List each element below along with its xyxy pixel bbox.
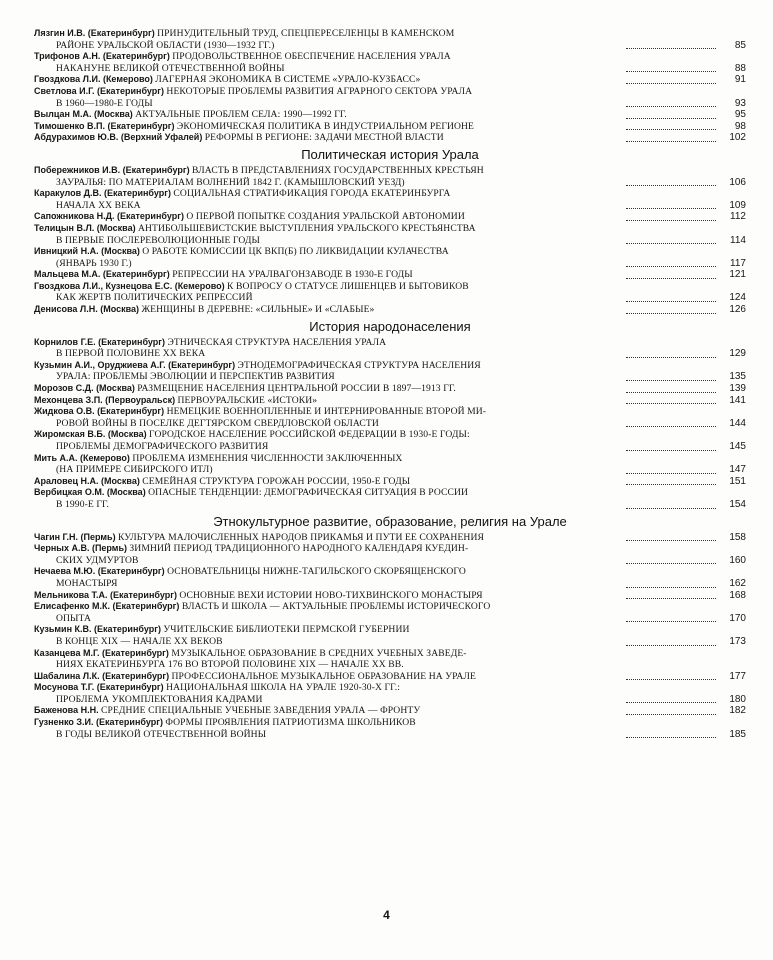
entry-page-number: 185 [729,728,746,740]
entry-page-number: 117 [730,257,746,269]
entry-line [34,578,712,590]
entry-title: КАК ЖЕРТВ ПОЛИТИЧЕСКИХ РЕПРЕССИЙ [56,292,253,304]
leader-dots [626,473,716,474]
leader-dots [626,83,716,84]
entry-page-number: 180 [729,693,746,705]
leader-dots [626,621,716,622]
entry-author: Вербицкая О.М. (Москва) [34,487,146,498]
entry-page-number: 88 [734,62,746,74]
leader-dots [626,679,716,680]
toc-entry[interactable] [34,566,746,589]
toc-entry[interactable] [34,590,746,602]
leader-dots [626,208,716,209]
entry-page-number: 162 [729,577,746,589]
toc-entry[interactable] [34,51,746,74]
entry-title: СОЦИАЛЬНАЯ СТРАТИФИКАЦИЯ ГОРОДА ЕКАТЕРИНБУРГА [173,188,451,200]
entry-page-number: 95 [734,109,746,121]
toc-entry[interactable] [34,281,746,304]
entry-title: НЕМЕЦКИЕ ВОЕННОПЛЕННЫЕ И ИНТЕРНИРОВАННЫЕ ВТОРОЙ МИ- [166,406,487,418]
entry-line [34,86,712,98]
entry-page-number: 182 [729,705,746,717]
entry-author: Побережников И.В. (Екатеринбург) [34,164,190,175]
entry-author: Гвоздкова Л.И. (Кемерово) [34,74,153,85]
entry-title: В ГОДЫ ВЕЛИКОЙ ОТЕЧЕСТВЕННОЙ ВОЙНЫ [56,728,267,740]
leader-dots [626,737,716,738]
toc-entry[interactable] [34,121,746,133]
entry-page-number: 158 [729,531,746,543]
entry-page-number: 126 [729,304,746,316]
entry-line [34,292,712,304]
entry-title: ЖЕНЩИНЫ В ДЕРЕВНЕ: «СИЛЬНЫЕ» И «СЛАБЫЕ» [141,304,375,316]
entry-title: МОНАСТЫРЯ [56,577,118,589]
entry-title: В ПЕРВЫЕ ПОСЛЕРЕВОЛЮЦИОННЫЕ ГОДЫ [56,234,260,246]
entry-title: АКТУАЛЬНЫЕ ПРОБЛЕМ СЕЛА: 1990—1992 ГГ. [135,109,347,121]
entry-title: РЕПРЕССИИ НА УРАЛВАГОНЗАВОДЕ В 1930-Е ГОДЫ [172,269,413,281]
entry-page-number: 129 [729,348,746,360]
entry-page-number: 173 [729,635,746,647]
section-heading: История народонаселения [309,318,471,334]
toc-entry[interactable] [34,132,746,144]
entry-title: УЧИТЕЛЬСКИЕ БИБЛИОТЕКИ ПЕРМСКОЙ ГУБЕРНИИ [163,624,410,636]
entry-title: ЛАГЕРНАЯ ЭКОНОМИКА В СИСТЕМЕ «УРАЛО-КУЗБАСС» [155,74,421,86]
entry-title: ПРОБЛЕМА ИЗМЕНЕНИЯ ЧИСЛЕННОСТИ ЗАКЛЮЧЕННЫХ [132,452,403,464]
entry-author: Кузьмин А.И., Оруджиева А.Г. (Екатеринбург) [34,359,236,370]
entry-page-number: 139 [729,383,746,395]
entry-line [34,235,712,247]
entry-line [34,453,712,465]
entry-author: Абдурахимов Ю.В. (Верхний Уфалей) [34,132,203,143]
entry-author: Мельникова Т.А. (Екатеринбург) [34,589,177,600]
entry-line [34,246,712,258]
entry-author: Вылцан М.А. (Москва) [34,109,133,120]
entry-line [34,566,712,578]
entry-title: К ВОПРОСУ О СТАТУСЕ ЛИШЕНЦЕВ И БЫТОВИКОВ [227,280,469,292]
entry-page-number: 168 [729,589,746,601]
entry-title: РАЙОНЕ УРАЛЬСКОЙ ОБЛАСТИ (1930—1932 ГГ.) [56,39,275,51]
toc-entry[interactable] [34,165,746,188]
toc-entry[interactable] [34,223,746,246]
entry-title: ПРОДОВОЛЬСТВЕННОЕ ОБЕСПЕЧЕНИЕ НАСЕЛЕНИЯ УРАЛА [172,51,451,63]
entry-title: О РАБОТЕ КОМИССИИ ЦК ВКП(Б) ПО ЛИКВИДАЦИИ КУЛАЧЕСТВА [142,246,449,258]
entry-line [34,429,712,441]
toc-entry[interactable] [34,624,746,647]
table-of-contents [34,28,746,740]
entry-title: СРЕДНИЕ СПЕЦИАЛЬНЫЕ УЧЕБНЫЕ ЗАВЕДЕНИЯ УРАЛА — ФРОНТУ [101,705,421,717]
entry-line [34,348,712,360]
entry-line [34,532,712,544]
leader-dots [626,278,716,279]
entry-page-number: 145 [729,441,746,452]
leader-dots [626,540,716,541]
entry-line [34,406,712,418]
entry-author: Казанцева М.Г. (Екатеринбург) [34,647,169,658]
entry-line [34,188,712,200]
entry-author: Каракулов Д.В. (Екатеринбург) [34,188,172,199]
entry-author: Трифонов А.Н. (Екатеринбург) [34,51,170,62]
entry-line [34,109,712,121]
entry-line [34,132,712,144]
toc-entry[interactable] [34,682,746,705]
entry-author: Жидкова О.В. (Екатеринбург) [34,406,165,417]
toc-entry[interactable] [34,395,746,407]
entry-line [34,63,712,75]
entry-title: В ПЕРВОЙ ПОЛОВИНЕ XX ВЕКА [56,348,206,360]
leader-dots [626,484,716,485]
entry-page-number: 154 [729,498,746,510]
toc-entry[interactable] [34,86,746,109]
entry-author: Корнилов Г.Е. (Екатеринбург) [34,336,166,347]
entry-title: МУЗЫКАЛЬНОЕ ОБРАЗОВАНИЕ В СРЕДНИХ УЧЕБНЫХ ЗАВЕДЕ- [171,647,467,659]
entry-title: (НА ПРИМЕРЕ СИБИРСКОГО ИТЛ) [56,464,213,476]
entry-author: Черных А.В. (Пермь) [34,543,127,554]
entry-title: ГОРОДСКОЕ НАСЕЛЕНИЕ РОССИЙСКОЙ ФЕДЕРАЦИИ В 1930-Е ГОДЫ: [149,429,470,441]
entry-line [34,601,712,613]
section-heading: Политическая история Урала [301,146,479,162]
entry-title: В КОНЦЕ XIX — НАЧАЛЕ XX ВЕКОВ [56,635,223,647]
entry-title: ПРОБЛЕМЫ ДЕМОГРАФИЧЕСКОГО РАЗВИТИЯ [56,441,269,452]
leader-dots [626,714,716,715]
toc-entry[interactable] [34,705,746,717]
entry-page-number: 124 [729,292,746,304]
leader-dots [626,48,716,49]
toc-entry[interactable] [34,337,746,360]
entry-line [34,40,712,52]
leader-dots [626,450,716,451]
entry-page-number: 98 [734,120,746,132]
entry-line [34,624,712,636]
entry-line [34,337,712,349]
entry-line [34,269,712,281]
entry-line [34,177,712,189]
leader-dots [626,392,716,393]
entry-title: ПЕРВОУРАЛЬСКИЕ «ИСТОКИ» [177,394,318,406]
entry-line [34,121,712,133]
entry-title: НЕКОТОРЫЕ ПРОБЛЕМЫ РАЗВИТИЯ АГРАРНОГО СЕКТОРА УРАЛА [166,85,473,97]
leader-dots [626,645,716,646]
toc-entry[interactable] [34,532,746,544]
entry-line [34,258,712,270]
entry-page-number: 147 [729,464,746,476]
leader-dots [626,118,716,119]
toc-entry[interactable] [34,429,746,452]
leader-dots [626,563,716,564]
entry-line [34,682,712,694]
toc-entry[interactable] [34,269,746,281]
entry-author: Лязгин И.В. (Екатеринбург) [34,28,155,38]
section-heading: Этнокультурное развитие, образование, религия на Урале [213,513,567,529]
entry-title: ЗАУРАЛЬЯ: ПО МАТЕРИАЛАМ ВОЛНЕНИЙ 1842 Г. (КАМЫШЛОВСКИЙ УЕЗД) [56,176,405,188]
entry-line [34,464,712,476]
entry-title: ФОРМЫ ПРОЯВЛЕНИЯ ПАТРИОТИЗМА ШКОЛЬНИКОВ [165,717,416,729]
leader-dots [626,357,716,358]
entry-page-number: 85 [734,39,746,51]
toc-entry[interactable] [34,717,746,740]
leader-dots [626,380,716,381]
entry-page-number: 91 [734,74,746,86]
toc-entry[interactable] [34,648,746,671]
entry-title: ОПЫТА [56,612,92,624]
entry-line [34,613,712,625]
entry-line [34,555,712,567]
entry-title: НАЧАЛА XX ВЕКА [56,199,141,211]
toc-entry[interactable] [34,543,746,566]
entry-title: СКИХ УДМУРТОВ [56,554,139,566]
leader-dots [626,220,716,221]
toc-entry[interactable] [34,601,746,624]
leader-dots [626,702,716,703]
entry-title: ЭТНИЧЕСКАЯ СТРУКТУРА НАСЕЛЕНИЯ УРАЛА [167,336,387,348]
entry-author: Жиромская В.Б. (Москва) [34,429,147,440]
entry-author: Елисафенко М.К. (Екатеринбург) [34,601,180,612]
entry-page-number: 151 [729,475,746,487]
entry-line [34,590,712,602]
entry-line [34,281,712,293]
leader-dots [626,598,716,599]
entry-title: В 1960—1980-Е ГОДЫ [56,97,153,109]
entry-title: УРАЛА: ПРОБЛЕМЫ ЭВОЛЮЦИИ И ПЕРСПЕКТИВ РАЗВИТИЯ [56,371,335,383]
toc-entry[interactable] [34,109,746,121]
toc-entry[interactable] [34,360,746,383]
entry-author: Мить А.А. (Кемерово) [34,452,130,463]
entry-title: ПРОБЛЕМА УКОМПЛЕКТОВАНИЯ КАДРАМИ [56,693,263,705]
entry-line [34,51,712,63]
entry-line [34,418,712,430]
entry-author: Шабалина Л.К. (Екатеринбург) [34,670,170,681]
entry-title: ЭТНОДЕМОГРАФИЧЕСКАЯ СТРУКТУРА НАСЕЛЕНИЯ [237,359,481,371]
entry-title: НАКАНУНЕ ВЕЛИКОЙ ОТЕЧЕСТВЕННОЙ ВОЙНЫ [56,62,285,74]
entry-title: РЕФОРМЫ В РЕГИОНЕ: ЗАДАЧИ МЕСТНОЙ ВЛАСТИ [204,132,444,144]
entry-title: НАЦИОНАЛЬНАЯ ШКОЛА НА УРАЛЕ 1920-30-Х ГГ.: [166,682,400,694]
toc-entry[interactable] [34,211,746,223]
entry-line [34,487,712,499]
entry-page-number: 102 [729,132,746,144]
entry-page-number: 106 [729,176,746,188]
entry-line [34,28,712,40]
entry-line [34,98,712,110]
entry-author: Денисова Л.Н. (Москва) [34,304,140,315]
entry-title: ЭКОНОМИЧЕСКАЯ ПОЛИТИКА В ИНДУСТРИАЛЬНОМ РЕГИОНЕ [176,120,475,132]
entry-author: Чагин Г.Н. (Пермь) [34,531,116,542]
entry-title: ПРОФЕССИОНАЛЬНОЕ МУЗЫКАЛЬНОЕ ОБРАЗОВАНИЕ НА УРАЛЕ [171,670,476,682]
toc-entry[interactable] [34,487,746,510]
entry-line [34,636,712,648]
entry-page-number: 144 [729,417,746,429]
entry-title: РОВОЙ ВОЙНЫ В ПОСЕЛКЕ ДЕГТЯРСКОМ СВЕРДЛОВСКОЙ ОБЛАСТИ [56,417,379,429]
leader-dots [626,141,716,142]
entry-title: (ЯНВАРЬ 1930 Г.) [56,257,132,269]
leader-dots [626,426,716,427]
entry-page-number: 109 [729,199,746,211]
entry-line [34,74,712,86]
leader-dots [626,587,716,588]
toc-entry[interactable] [34,383,746,395]
toc-entry[interactable] [34,246,746,269]
entry-page-number: 121 [729,269,746,281]
entry-line [34,371,712,383]
entry-title: ЗИМНИЙ ПЕРИОД ТРАДИЦИОННОГО НАРОДНОГО КАЛЕНДАРЯ КУЕДИН- [129,543,469,555]
entry-author: Гвоздкова Л.И., Кузнецова Е.С. (Кемерово) [34,280,225,291]
entry-title: ОСНОВНЫЕ ВЕХИ ИСТОРИИ НОВО-ТИХВИНСКОГО МОНАСТЫРЯ [179,589,483,601]
entry-title: ПРИНУДИТЕЛЬНЫЙ ТРУД, СПЕЦПЕРЕСЕЛЕНЦЫ В КАМЕНСКОМ [157,28,455,39]
toc-entry[interactable] [34,453,746,476]
leader-dots [626,185,716,186]
entry-title: В 1990-Е ГГ. [56,498,110,510]
entry-line [34,200,712,212]
entry-line [34,304,712,316]
page-number-footer: 4 [383,908,390,922]
entry-author: Мальцева М.А. (Екатеринбург) [34,269,170,280]
leader-dots [626,106,716,107]
leader-dots [626,243,716,244]
entry-line [34,395,712,407]
entry-line [34,441,712,453]
leader-dots [626,129,716,130]
entry-title: ВЛАСТЬ В ПРЕДСТАВЛЕНИЯХ ГОСУДАРСТВЕННЫХ КРЕСТЬЯН [192,164,484,176]
entry-line [34,543,712,555]
entry-author: Морозов С.Д. (Москва) [34,383,135,394]
entry-author: Сапожникова Н.Д. (Екатеринбург) [34,211,184,222]
entry-page-number: 170 [729,612,746,624]
entry-title: НИЯХ ЕКАТЕРИНБУРГА 176 ВО ВТОРОЙ ПОЛОВИНЕ XIX — НАЧАЛЕ XX ВВ. [56,659,404,671]
toc-entry[interactable] [34,28,746,51]
entry-author: Кузьмин К.В. (Екатеринбург) [34,624,161,635]
entry-author: Баженова Н.Н. [34,705,99,716]
entry-line [34,223,712,235]
entry-author: Тимошенко В.П. (Екатеринбург) [34,120,175,131]
entry-author: Мехонцева З.П. (Первоуральск) [34,394,176,405]
entry-line [34,694,712,706]
toc-entry[interactable] [34,406,746,429]
toc-entry[interactable] [34,188,746,211]
entry-author: Ивницкий Н.А. (Москва) [34,246,140,257]
leader-dots [626,301,716,302]
leader-dots [626,403,716,404]
entry-line [34,383,712,395]
entry-line [34,705,712,717]
entry-line [34,165,712,177]
toc-entry[interactable] [34,671,746,683]
entry-page-number: 177 [729,670,746,682]
entry-page-number: 135 [729,371,746,383]
entry-line [34,717,712,729]
entry-title: РАЗМЕЩЕНИЕ НАСЕЛЕНИЯ ЦЕНТРАЛЬНОЙ РОССИИ В 1897—1913 ГГ. [137,383,456,395]
leader-dots [626,71,716,72]
entry-page-number: 114 [730,234,746,246]
entry-author: Телицын В.Л. (Москва) [34,222,136,233]
entry-title: СЕМЕЙНАЯ СТРУКТУРА ГОРОЖАН РОССИИ, 1950-Е ГОДЫ [142,475,411,487]
entry-title: О ПЕРВОЙ ПОПЫТКЕ СОЗДАНИЯ УРАЛЬСКОЙ АВТОНОМИИ [186,211,465,223]
entry-page-number: 112 [730,211,746,223]
toc-entry[interactable] [34,476,746,488]
leader-dots [626,266,716,267]
entry-author: Араловец Н.А. (Москва) [34,475,140,486]
entry-author: Гузненко З.И. (Екатеринбург) [34,717,163,728]
entry-line [34,729,712,741]
entry-line [34,671,712,683]
entry-line [34,211,712,223]
entry-title: ОПАСНЫЕ ТЕНДЕНЦИИ: ДЕМОГРАФИЧЕСКАЯ СИТУАЦИЯ В РОССИИ [148,487,469,499]
entry-title: ВЛАСТЬ И ШКОЛА — АКТУАЛЬНЫЕ ПРОБЛЕМЫ ИСТОРИЧЕСКОГО [181,601,491,613]
leader-dots [626,508,716,509]
entry-title: ОСНОВАТЕЛЬНИЦЫ НИЖНЕ-ТАГИЛЬСКОГО СКОРБЯЩЕНСКОГО [167,566,466,578]
entry-author: Нечаева М.Ю. (Екатеринбург) [34,566,165,577]
entry-line [34,360,712,372]
toc-entry[interactable] [34,304,746,316]
entry-page-number: 160 [729,554,746,566]
entry-author: Мосунова Т.Г. (Екатеринбург) [34,682,164,693]
entry-line [34,648,712,660]
entry-line [34,659,712,671]
entry-page-number: 141 [729,394,746,406]
entry-author: Светлова И.Г. (Екатеринбург) [34,85,165,96]
entry-title: КУЛЬТУРА МАЛОЧИСЛЕННЫХ НАРОДОВ ПРИКАМЬЯ И ПУТИ ЕЕ СОХРАНЕНИЯ [117,531,484,543]
toc-entry[interactable] [34,74,746,86]
entry-title: АНТИБОЛЬШЕВИСТСКИЕ ВЫСТУПЛЕНИЯ УРАЛЬСКОГО КРЕСТЬЯНСТВА [137,222,476,234]
entry-page-number: 93 [734,97,746,109]
entry-line [34,476,712,488]
entry-line [34,499,712,511]
leader-dots [626,313,716,314]
